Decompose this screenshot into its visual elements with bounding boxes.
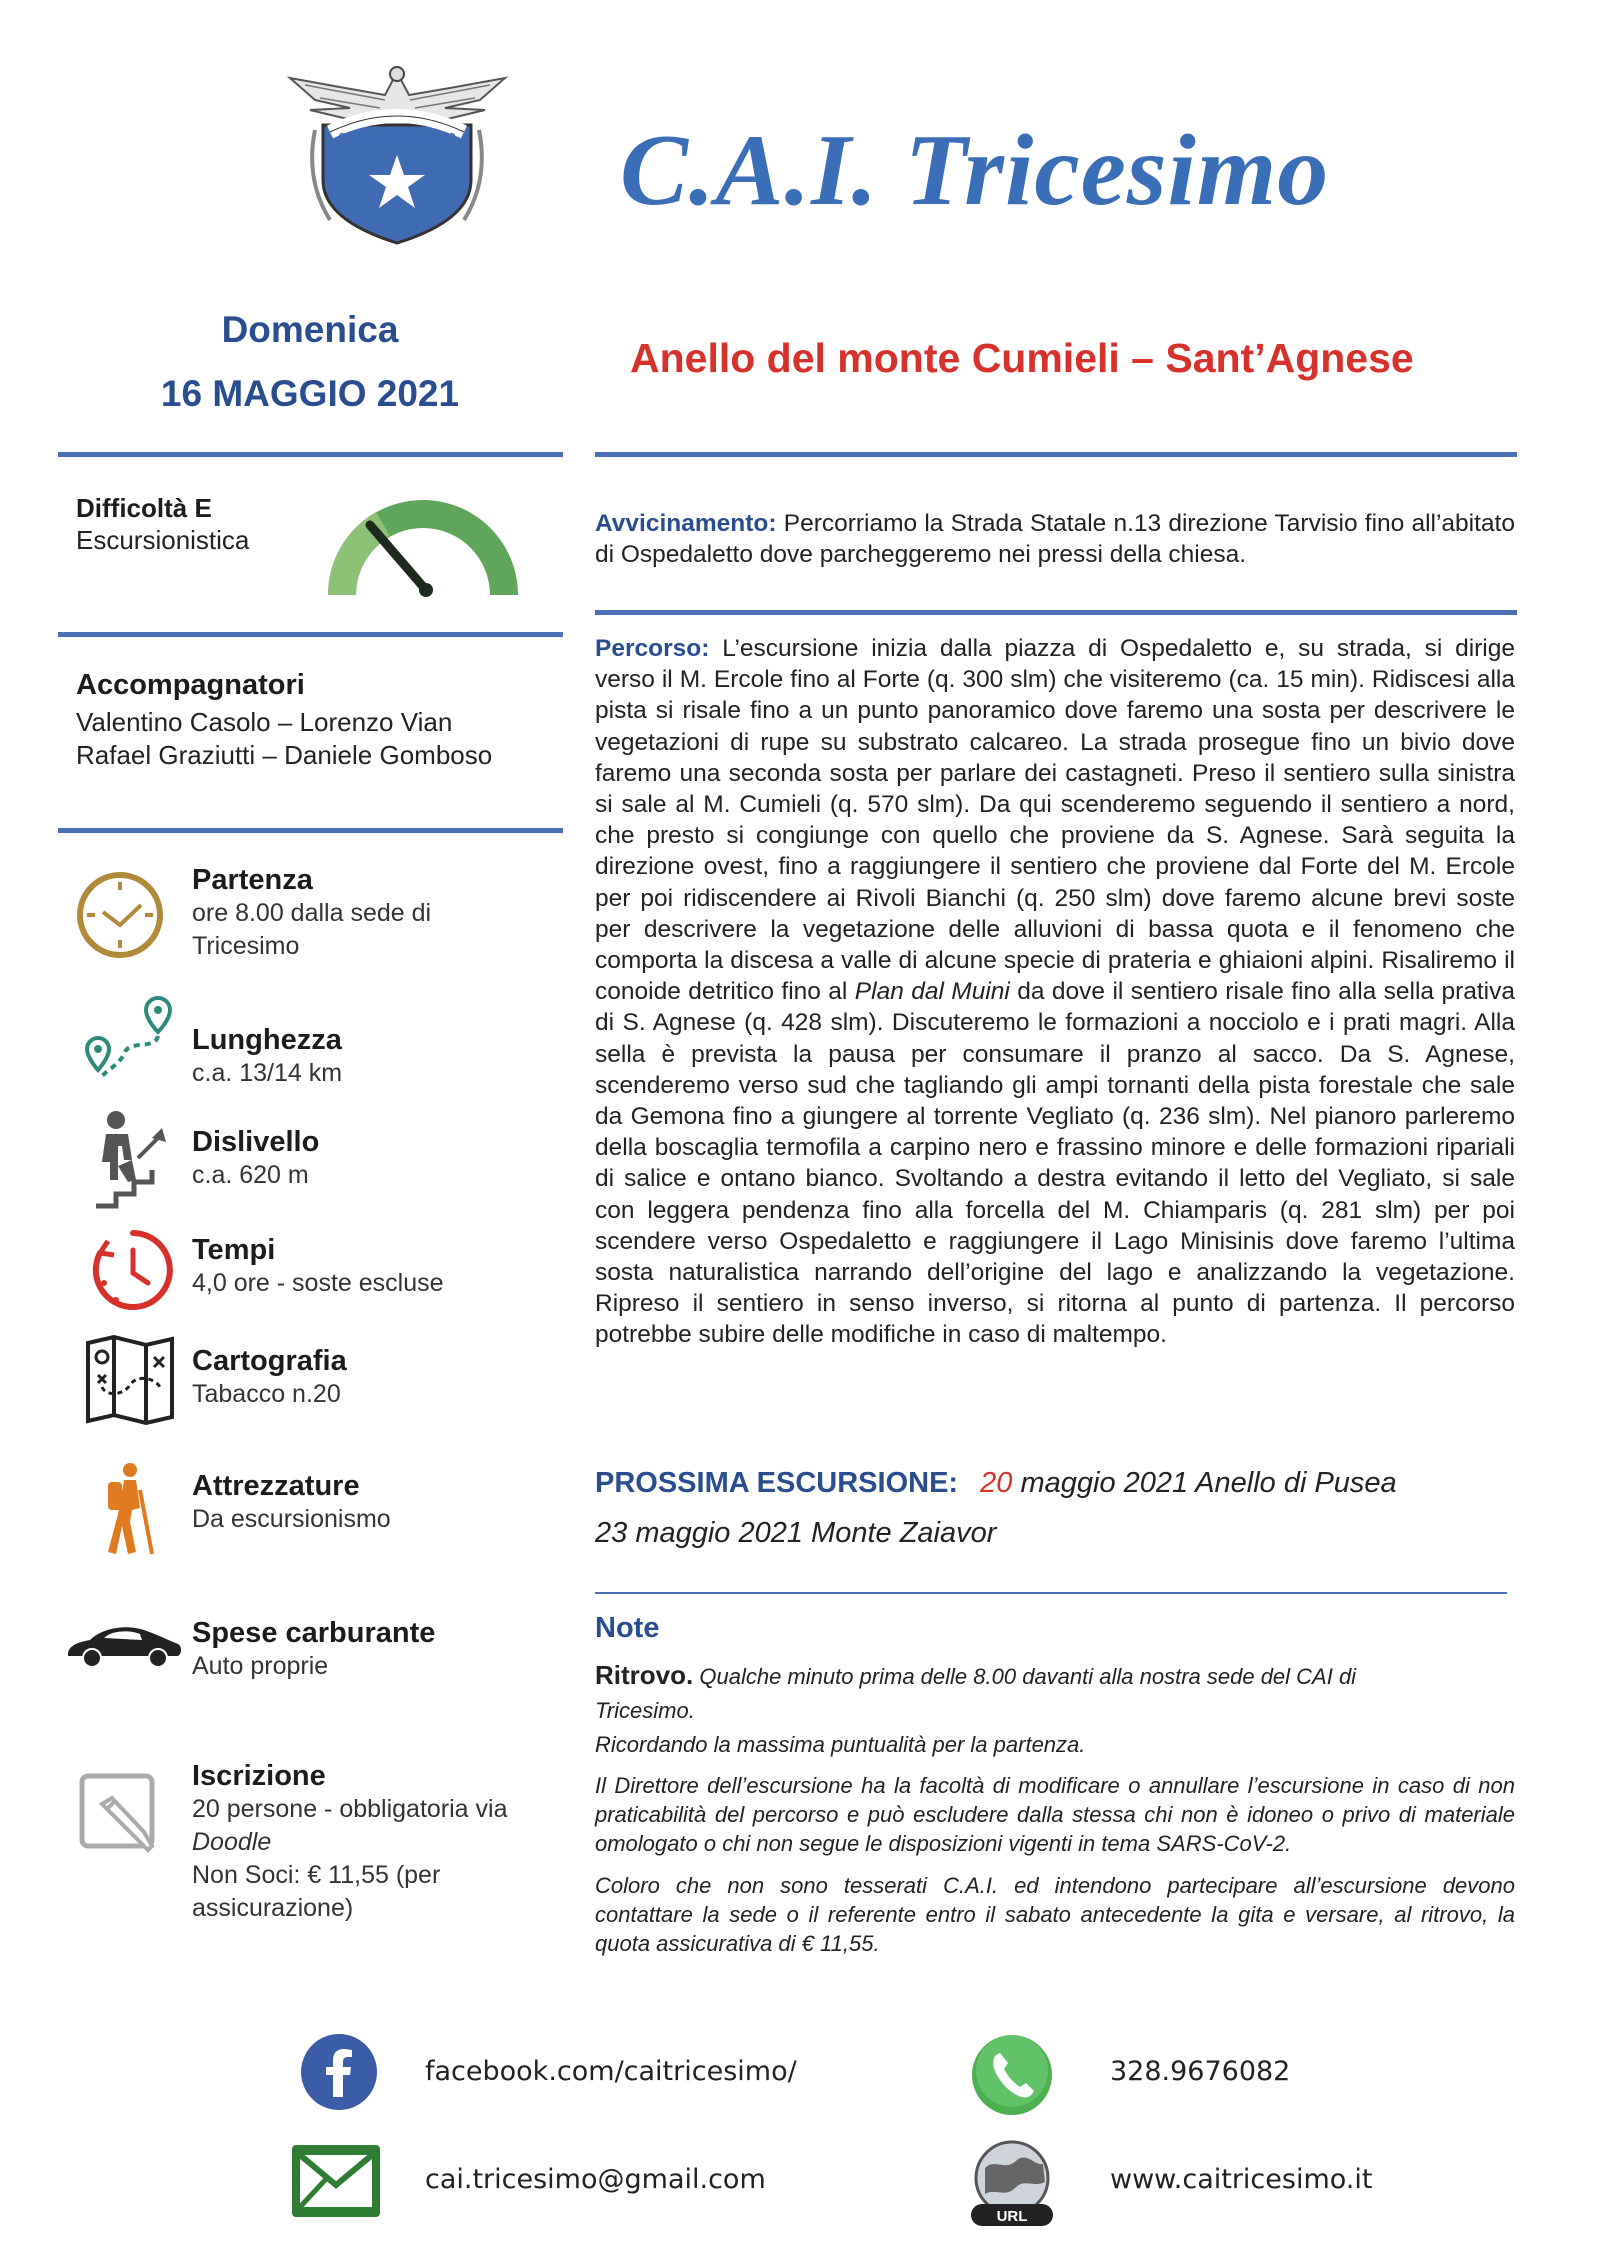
divider-left-1: [58, 632, 563, 637]
next-hikes-label: PROSSIMA ESCURSIONE:: [595, 1467, 959, 1499]
info-iscrizione-line3: Non Soci: € 11,55 (per: [192, 1861, 441, 1889]
info-attrezzature-title: Attrezzature: [192, 1470, 360, 1502]
event-weekday: Domenica: [221, 309, 399, 350]
info-partenza-line2: Tricesimo: [192, 932, 300, 960]
info-lunghezza: [192, 1024, 342, 1090]
info-dislivello-line1: c.a. 620 m: [192, 1161, 309, 1189]
email-address[interactable]: cai.tricesimo@gmail.com: [425, 2164, 766, 2195]
info-iscrizione-line4: assicurazione): [192, 1894, 354, 1922]
info-partenza-title: Partenza: [192, 864, 313, 896]
info-dislivello-title: Dislivello: [192, 1126, 320, 1158]
divider-right-top: [595, 452, 1517, 457]
info-dislivello: [192, 1126, 319, 1192]
difficulty-block: [76, 493, 249, 557]
info-lunghezza-line1: c.a. 13/14 km: [192, 1059, 343, 1087]
next-hike-second: 23 maggio 2021 Monte Zaiavor: [595, 1517, 997, 1549]
globe-url-icon[interactable]: [965, 2138, 1060, 2230]
notes-heading: Note: [595, 1612, 660, 1644]
info-lunghezza-title: Lunghezza: [192, 1024, 342, 1056]
phone-icon[interactable]: [970, 2033, 1054, 2117]
route-label: Percorso:: [595, 635, 710, 662]
event-title: Anello del monte Cumieli – Sant’Agnese: [630, 335, 1414, 381]
facebook-link[interactable]: facebook.com/caitricesimo/: [425, 2056, 797, 2087]
info-iscrizione-title: Iscrizione: [192, 1760, 326, 1792]
email-icon[interactable]: [290, 2143, 382, 2219]
difficulty-value: Escursionistica: [76, 525, 250, 555]
divider-right-notes: [595, 1592, 1507, 1594]
info-spese-line1: Auto proprie: [192, 1652, 329, 1680]
approach-text: Percorriamo la Strada Statale n.13 direzione Tarvisio fino all’abitato di Ospedaletto dove parcheggeremo nei pressi della chiesa.: [595, 510, 1515, 569]
info-iscrizione: [192, 1760, 507, 1925]
notes-director: Il Direttore dell’escursione ha la facoltà di modificare o annullare l’escursione in caso di non praticabilità del percorso e può escludere dalla stessa chi non è idoneo o privo di materiale omologato o chi non segue le disposizioni vigenti in tema SARS-CoV-2.: [595, 1773, 1515, 1856]
next-hike-first: [595, 1458, 1515, 1508]
notes-meeting: [595, 1658, 1515, 1762]
url-badge-text: URL: [996, 2208, 1028, 2225]
next-hikes: [595, 1458, 1515, 1558]
notes-insurance: Coloro che non sono tesserati C.A.I. ed intendono partecipare all’escursione devono contattare la sede o il referente entro il sabato antecedente la gita e versare, al ritrovo, la quota assicurativa di € 11,55.: [595, 1873, 1515, 1956]
notes-meeting-label: Ritrovo.: [595, 1660, 694, 1690]
info-spese: [192, 1617, 435, 1683]
info-partenza: [192, 864, 431, 963]
route-text-b: da dove il sentiero risale fino alla sella prativa di S. Agnese (q. 428 slm). Discuteremo le formazioni a nocciolo e i prati magri. Alla sella è prevista la pausa per consumare il pranzo al sacco. Da S. Agnese, scenderemo verso sud che tagliando gli ampi tornanti della pista forestale che sale da Gemona fino a giungere al torrente Vegliato (q. 236 slm). Nel pianoro parleremo della boscaglia termofila a carpino nero e frassino minore e delle formazioni ripariali di salice e ontano bianco. Svoltando a destra evitando il letto del Vegliato, si sale con leggera pendenza fino alla forcella del M. Chiamparis (q. 281 slm) per poi scendere verso Ospedaletto e raggiungere il Lago Minisinis dove faremo l’ultima sosta naturalistica narrando dell’origine del lago e analizzando la vegetazione. Ripreso il sentiero in senso inverso, si ritorna al punto di partenza. Il percorso potrebbe subire delle modifiche in caso di maltempo.: [595, 978, 1515, 1349]
info-cartografia-title: Cartografia: [192, 1345, 347, 1377]
info-iscrizione-line1: 20 persone - obbligatoria via: [192, 1795, 508, 1823]
logo-text: CLUB ALPINO ITALIANO: [338, 132, 456, 143]
guides-line2: Rafael Graziutti – Daniele Gomboso: [76, 740, 493, 770]
club-title: C.A.I. Tricesimo: [620, 114, 1330, 227]
next-hike-first-date: 20: [980, 1467, 1013, 1499]
difficulty-gauge-icon: [318, 490, 528, 600]
clock-icon: [75, 870, 165, 960]
route-text-italic: Plan dal Muini: [854, 978, 1010, 1006]
phone-number[interactable]: 328.9676082: [1110, 2056, 1291, 2087]
next-hike-first-rest: maggio 2021 Anello di Pusea: [1020, 1467, 1397, 1499]
website-link[interactable]: www.caitricesimo.it: [1110, 2164, 1373, 2195]
info-cartografia-line1: Tabacco n.20: [192, 1380, 341, 1408]
cai-logo: [285, 60, 510, 245]
notes-meeting-text: Qualche minuto prima delle 8.00 davanti alla nostra sede del CAI di: [699, 1664, 1357, 1689]
edit-icon: [76, 1770, 166, 1860]
guides-block: [76, 669, 492, 772]
info-attrezzature: [192, 1470, 391, 1536]
divider-left-2: [58, 828, 563, 833]
info-tempi: [192, 1234, 444, 1300]
info-tempi-title: Tempi: [192, 1234, 276, 1266]
map-icon: [84, 1335, 176, 1425]
route-paragraph: [595, 633, 1515, 1351]
timer-icon: [88, 1225, 178, 1315]
route-text-a: L’escursione inizia dalla piazza di Ospedaletto e, su strada, si dirige verso il M. Ercole fino al Forte (q. 300 slm) che visiteremo (ca. 15 min). Ridiscesi alla pista si risale fino a un punto panoramico dove faremo una sosta per descrivere le vegetazioni di rupe su substrato calcareo. La strada prosegue fino un bivio dove faremo una seconda sosta per parlare dei castagneti. Preso il sentiero sulla sinistra si sale al M. Cumieli (q. 570 slm). Da qui scenderemo seguendo il sentiero a nord, che presto si congiunge con quello che proviene da S. Agnese. Sarà seguita la direzione ovest, fino a raggiungere il sentiero che proviene dal Forte del M. Ercole per poi ridiscendere ai Rivoli Bianchi (q. 250 slm) dove faremo alcune brevi soste per descrivere la vegetazione delle alluvioni di bassa quota e il fenomeno che comporta la discesa a valle di alcune specie di prateria e ghiaioni alpini. Risaliremo il conoide detritico fino al: [595, 635, 1515, 1006]
info-attrezzature-line1: Da escursionismo: [192, 1505, 391, 1533]
approach-label: Avvicinamento:: [595, 510, 777, 537]
divider-right-1: [595, 610, 1517, 615]
event-date-value: 16 MAGGIO 2021: [160, 373, 460, 414]
guides-line1: Valentino Casolo – Lorenzo Vian: [76, 707, 453, 737]
climbing-stairs-icon: [88, 1110, 168, 1210]
approach-paragraph: [595, 508, 1515, 570]
notes-meeting-text3: Ricordando la massima puntualità per la partenza.: [595, 1732, 1086, 1757]
divider-left-top: [58, 452, 563, 457]
difficulty-label: Difficoltà E: [76, 493, 212, 523]
car-icon: [64, 1620, 184, 1670]
info-tempi-line1: 4,0 ore - soste escluse: [192, 1269, 444, 1297]
event-date: [55, 298, 565, 426]
guides-label: Accompagnatori: [76, 669, 305, 701]
info-partenza-line1: ore 8.00 dalla sede di: [192, 899, 432, 927]
route-icon: [80, 990, 180, 1085]
facebook-icon[interactable]: [300, 2033, 378, 2111]
info-spese-title: Spese carburante: [192, 1617, 436, 1649]
info-cartografia: [192, 1345, 347, 1411]
hiker-icon: [96, 1462, 166, 1557]
notes-meeting-text2: Tricesimo.: [595, 1698, 695, 1723]
info-iscrizione-line2: Doodle: [192, 1828, 272, 1856]
